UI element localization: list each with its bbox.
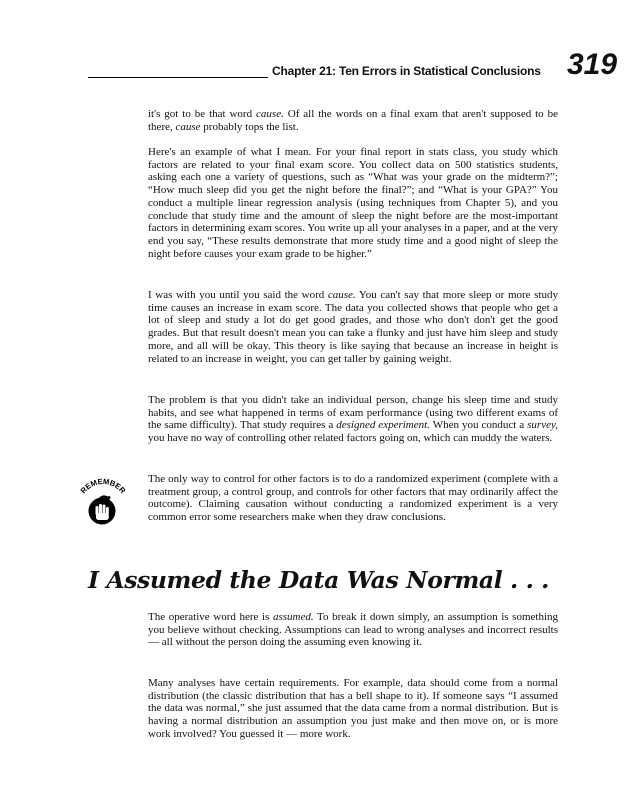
svg-text:REMEMBER — [79, 477, 128, 496]
remember-icon — [72, 473, 132, 533]
paragraph-3 — [148, 289, 558, 365]
header-rule — [88, 77, 268, 78]
paragraph-text: The problem is that you didn't take an individual person, change his sleep time and study habits, and see what happened in terms of exam performance (using two different exams of the same difficulty). That study requires a designed experiment. When you conduct a survey, you have no way of controlling other related factors going on, which can muddy the waters. — [148, 394, 559, 445]
emphasis-text: assumed. — [272, 611, 314, 623]
paragraph-text: it's got to be that word cause. Of all the words on a final exam that aren't supposed to be there, cause probably tops the list. — [148, 108, 558, 133]
emphasis-text: cause. — [327, 289, 356, 301]
paragraph-2 — [148, 146, 558, 260]
section-paragraph-2 — [148, 677, 558, 741]
chapter-title: Chapter 21: Ten Errors in Statistical Conclusions — [272, 64, 541, 78]
section-heading: I Assumed the Data Was Normal . . . — [88, 566, 549, 594]
paragraph-5 — [148, 473, 558, 524]
paragraph-1 — [148, 108, 558, 133]
section-paragraph-1 — [148, 611, 558, 649]
remember-icon-label: REMEMBER — [78, 476, 128, 496]
paragraph-text: I was with you until you said the word cause. You can't say that more sleep or more study time causes an increase in exam score. The data you collected shows that people who get a lot of sleep and study a lot do get good grades, and those who don't don't get the good grades. But that result doesn't mean you can take a flunky and just have him sleep and study more, and all will be okay. This theory is like saying that because an increase in height is related to an increase in weight, you can get taller by gaining weight. — [148, 289, 559, 365]
paragraph-text: The operative word here is assumed. To break it down simply, an assumption is something you believe without checking. Assumptions can lead to wrong analyses and incorrect results — all without the person doing the assuming even knowing it. — [148, 611, 558, 649]
emphasis-text: cause — [175, 120, 201, 133]
emphasis-text: designed experiment. — [336, 419, 430, 432]
paragraph-text: Many analyses have certain requirements. For example, data should come from a normal distribution (the classic distribution that has a bell shape to it). If someone says “I assumed the data was normal,” she just assumed that the data came from a normal distribution. But is having a normal distribution an assumption you just make and then move on, or is more work involved? You guessed it — more work. — [148, 677, 558, 740]
emphasis-text: cause. — [256, 108, 284, 120]
paragraph-text: The only way to control for other factors is to do a randomized experiment (complete with a treatment group, a control group, and controls for other factors that may ordinarily affect the outcome). Claiming causation without conducting a randomized experiment is a very common error some researchers make when they draw conclusions. — [148, 473, 558, 524]
page-number: 319 — [567, 48, 618, 81]
paragraph-4 — [148, 394, 558, 445]
paragraph-text: Here's an example of what I mean. For your final report in stats class, you study which factors are related to your final exam score. You collect data on 500 statistics students, asking each one a variety of questions, such as “What was your grade on the midterm?”; “How much sleep did you get the night before the final?”; and “What is your GPA?” You conduct a multiple linear regression analysis (using techniques from Chapter 5), and you conclude that study time and the amount of sleep the night before are the most-important factors in determining exam scores. You write up all your analyses in a paper, and at the very end you say, “These results demonstrate that more study time and a good night of sleep the night before causes your exam grade to be higher.” — [148, 146, 558, 260]
emphasis-text: survey, — [527, 419, 559, 432]
